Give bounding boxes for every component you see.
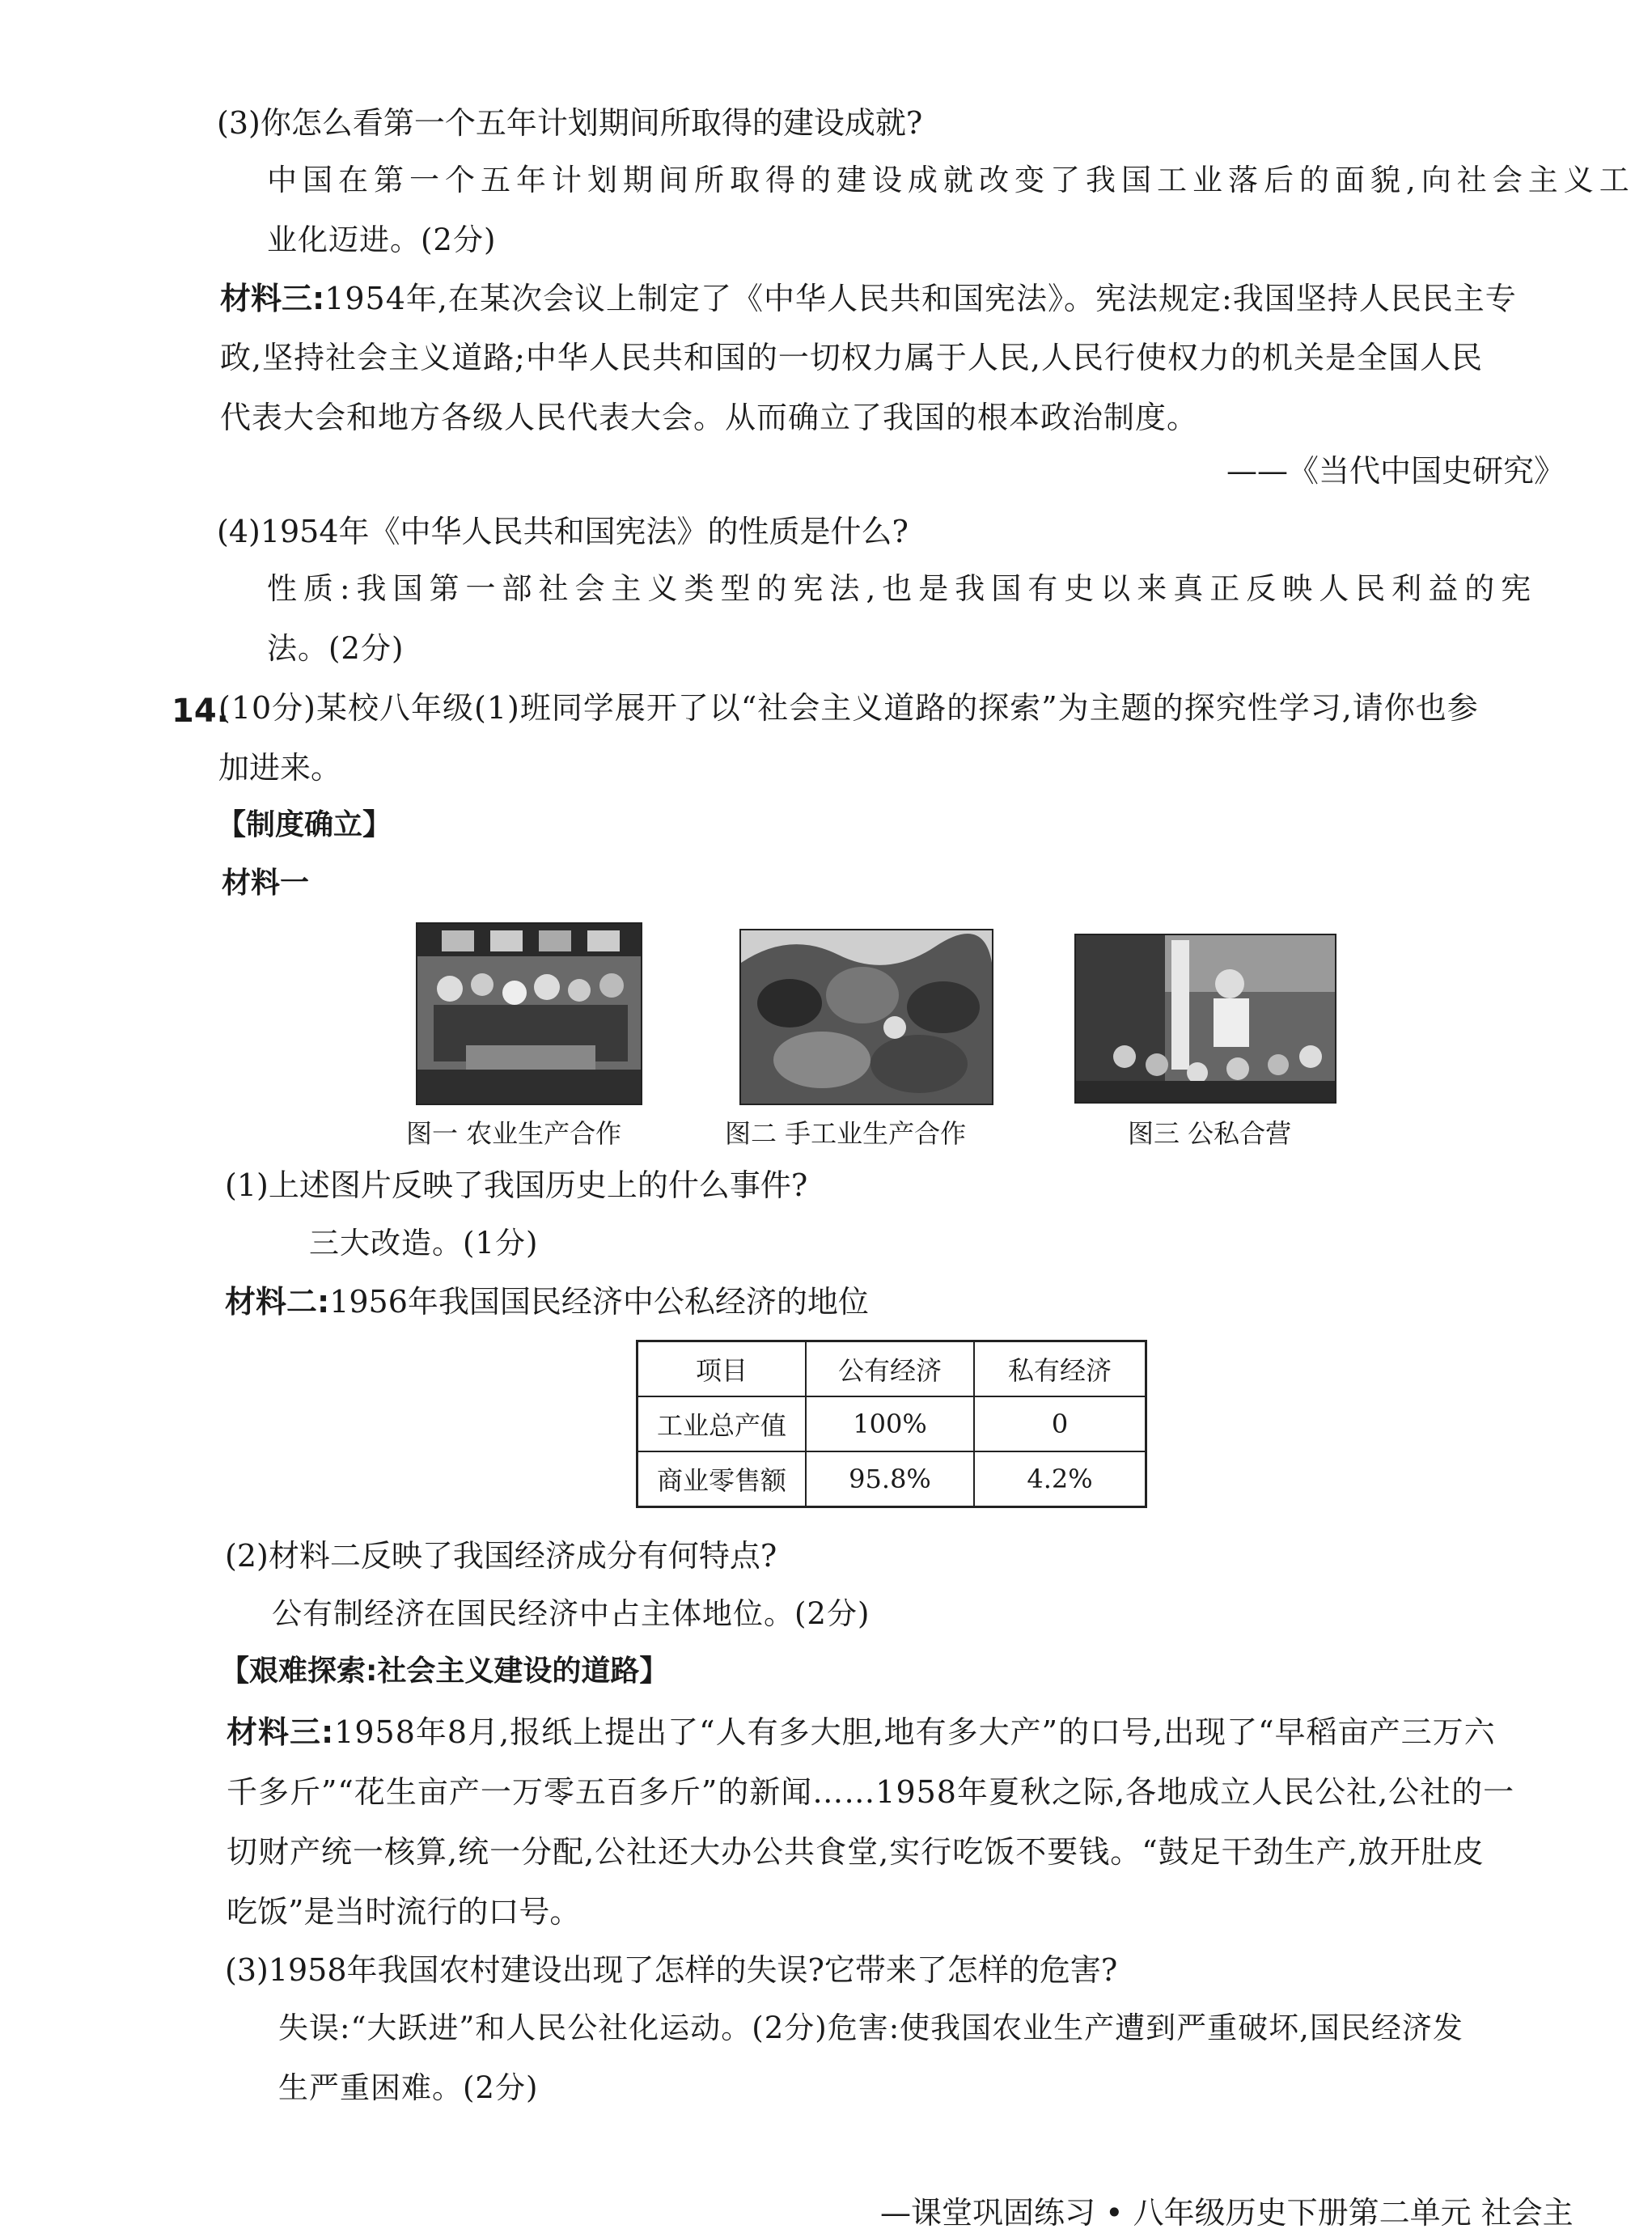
table-row (638, 1451, 1146, 1507)
page-footer: —课堂巩固练习 • 八年级历史下册第二单元 社会主 (880, 2195, 1574, 2231)
table-cell: 0 (974, 1396, 1146, 1451)
q13-material3-label: 材料三: (220, 281, 325, 316)
q14-sub1-answer: 三大改造。(1分) (309, 1226, 539, 1261)
table-cell: 工业总产值 (638, 1396, 807, 1451)
table-row (638, 1396, 1146, 1451)
table-header-cell: 项目 (638, 1341, 807, 1397)
q14-material2-line (225, 1284, 869, 1320)
q14-material3-line2: 千多斤”“花生亩产一万零五百多斤”的新闻……1958年夏秋之际,各地成立人民公社,公社的一 (227, 1774, 1515, 1810)
q13-sub3-answer-line1: 中国在第一个五年计划期间所取得的建设成就改变了我国工业落后的面貌,向社会主义工 (267, 163, 1635, 197)
q13-material3-text1: 1954年,在某次会议上制定了《中华人民共和国宪法》。宪法规定:我国坚持人民民主专 (324, 281, 1517, 316)
q14-intro-line1: (10分)某校八年级(1)班同学展开了以“社会主义道路的探索”为主题的探究性学习,请你也参 (218, 690, 1479, 726)
economy-table (636, 1340, 1147, 1508)
q13-material3-line2: 政,坚持社会主义道路;中华人民共和国的一切权力属于人民,人民行使权力的机关是全国人民 (220, 340, 1483, 375)
q14-material3-text1: 1958年8月,报纸上提出了“人有多大胆,地有多大产”的口号,出现了“早稻亩产三万六 (334, 1714, 1496, 1750)
q13-sub4-answer-line2: 法。(2分) (267, 631, 405, 666)
q14-material2-text: 1956年我国国民经济中公私经济的地位 (329, 1284, 869, 1320)
q14-section2-title: 【艰难探索:社会主义建设的道路】 (220, 1655, 669, 1688)
q14-sub1-question: (1)上述图片反映了我国历史上的什么事件? (225, 1167, 808, 1203)
q14-material3-line1 (227, 1714, 1496, 1750)
q14-material3-line3: 切财产统一核算,统一分配,公社还大办公共食堂,实行吃饭不要钱。“鼓足干劲生产,放开肚皮 (227, 1834, 1485, 1870)
q14-material1-label: 材料一 (222, 867, 310, 900)
q14-number: 14. (172, 693, 229, 730)
q14-sub3-question: (3)1958年我国农村建设出现了怎样的失误?它带来了怎样的危害? (225, 1952, 1118, 1988)
q13-sub4-answer-line1: 性质:我国第一部社会主义类型的宪法,也是我国有史以来真正反映人民利益的宪 (267, 571, 1538, 606)
table-cell: 95.8% (806, 1451, 974, 1507)
q14-sub2-answer: 公有制经济在国民经济中占主体地位。(2分) (272, 1596, 870, 1631)
table-header-cell: 公有经济 (806, 1341, 974, 1397)
figure2-photo (739, 929, 993, 1105)
figure1-caption: 图一 农业生产合作 (406, 1118, 622, 1149)
q13-sub4-question: (4)1954年《中华人民共和国宪法》的性质是什么? (217, 514, 909, 549)
q13-material3-line3: 代表大会和地方各级人民代表大会。从而确立了我国的根本政治制度。 (220, 400, 1199, 435)
q13-material3-source: ——《当代中国史研究》 (1226, 453, 1565, 489)
q14-sub2-question: (2)材料二反映了我国经济成分有何特点? (225, 1538, 777, 1574)
figure1-photo (416, 922, 642, 1105)
figure2-caption: 图二 手工业生产合作 (725, 1118, 967, 1149)
table-cell: 100% (806, 1396, 974, 1451)
q14-material2-label: 材料二: (225, 1284, 330, 1320)
q14-material3-label: 材料三: (227, 1714, 335, 1750)
figure3-caption: 图三 公私合营 (1128, 1118, 1292, 1149)
q14-material3-line4: 吃饭”是当时流行的口号。 (227, 1894, 581, 1930)
q14-section1-title: 【制度确立】 (217, 808, 392, 841)
figure3-photo (1074, 934, 1336, 1104)
q14-sub3-answer-line1: 失误:“大跃进”和人民公社化运动。(2分)危害:使我国农业生产遭到严重破坏,国民经济发 (278, 2011, 1464, 2045)
table-cell: 4.2% (974, 1451, 1146, 1507)
q14-sub3-answer-line2: 生严重困难。(2分) (278, 2070, 539, 2105)
table-header-cell: 私有经济 (974, 1341, 1146, 1397)
q13-sub3-answer-line2: 业化迈进。(2分) (267, 222, 497, 257)
q13-sub3-question: (3)你怎么看第一个五年计划期间所取得的建设成就? (217, 105, 923, 141)
table-header-row (638, 1341, 1146, 1397)
table-cell: 商业零售额 (638, 1451, 807, 1507)
q13-material3-line1 (220, 283, 1517, 314)
q14-intro-line2: 加进来。 (218, 750, 342, 786)
